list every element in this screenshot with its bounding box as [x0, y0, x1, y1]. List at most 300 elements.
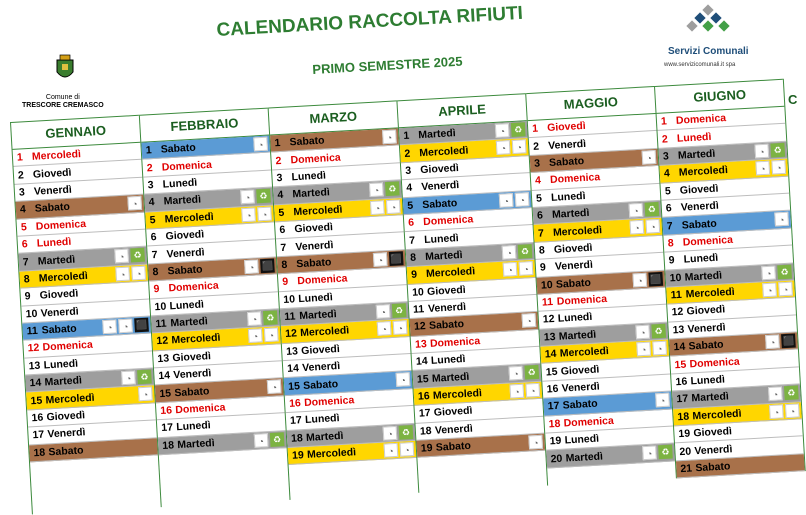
day-number: 11	[541, 296, 554, 309]
day-number: 19	[420, 442, 433, 455]
day-name: Venerdì	[166, 245, 205, 260]
day-name: Domenica	[175, 401, 226, 417]
bin-icon: ◔	[376, 304, 391, 319]
day-name: Venerdì	[434, 422, 474, 437]
day-number: 14	[158, 369, 171, 383]
day-number: 11	[155, 317, 167, 331]
collection-icons	[502, 244, 533, 260]
bin-icon: ◔	[383, 426, 398, 441]
green-waste-icon: ♻	[137, 370, 152, 385]
green-waste-icon: ♻	[130, 248, 145, 263]
day-number: 4	[19, 203, 27, 216]
bin-icon: ◔	[248, 329, 263, 344]
day-name: Mercoledì	[45, 391, 95, 407]
bin-icon: ◔	[774, 212, 789, 227]
day-number: 2	[404, 147, 411, 160]
day-name: Lunedì	[690, 373, 726, 388]
bin-icon: ◔	[384, 443, 399, 458]
day-number: 6	[407, 216, 415, 230]
month-header: MARZO	[269, 100, 398, 135]
day-number: 17	[418, 407, 431, 421]
bin-icon: ◔	[267, 380, 282, 395]
day-name: Mercoledì	[559, 345, 610, 360]
bin-icon: ◔	[386, 199, 401, 214]
day-name: Venerdì	[547, 137, 587, 152]
bin-icon: ◔	[370, 200, 385, 215]
day-number: 2	[532, 140, 540, 153]
bin-icon: ◔	[253, 137, 268, 152]
day-name: Venerdì	[680, 199, 720, 214]
bin-icon: ◔	[629, 220, 644, 235]
day-number: 5	[278, 206, 285, 219]
bin-icon: ◔	[629, 203, 644, 218]
brand-name: Servizi Comunali	[668, 46, 749, 57]
day-name: Sabato	[681, 217, 718, 232]
collection-icons	[642, 150, 657, 165]
green-waste-icon: ♻	[658, 445, 673, 460]
bin-icon: ◔	[502, 245, 517, 260]
day-number: 13	[543, 330, 556, 344]
day-number: 3	[18, 186, 26, 199]
day-name: Mercoledì	[171, 332, 221, 347]
collection-icons	[522, 313, 537, 328]
day-name: Sabato	[296, 256, 332, 271]
bin-icon: ◔	[131, 265, 146, 280]
collection-icons	[248, 328, 279, 344]
day-name: Venerdì	[561, 380, 600, 395]
day-number: 4	[405, 182, 413, 195]
day-name: Martedì	[163, 193, 202, 208]
day-name: Mercoledì	[419, 144, 469, 159]
day-name: Giovedì	[560, 363, 600, 378]
day-name: Domenica	[168, 279, 219, 295]
day-number: 4	[277, 189, 284, 202]
day-number: 15	[545, 365, 558, 379]
bin-icon: ◔	[785, 403, 800, 418]
collection-icons	[499, 192, 530, 208]
bin-icon: ◔	[138, 387, 153, 402]
day-number: 7	[22, 255, 30, 269]
month-header: MAGGIO	[526, 86, 655, 121]
day-name: Lunedì	[175, 419, 212, 434]
day-number: 16	[288, 397, 302, 410]
collection-icons	[495, 122, 526, 138]
bin-icon: ◔	[114, 249, 129, 264]
green-waste-icon: ♻	[770, 143, 785, 158]
collection-icons	[755, 160, 786, 176]
day-number: 5	[535, 192, 543, 205]
bin-icon: ◔	[508, 366, 523, 381]
day-number: 17	[547, 400, 560, 413]
day-name: Mercoledì	[552, 223, 603, 239]
month-column-febbraio	[139, 108, 290, 508]
green-waste-icon: ♻	[651, 323, 666, 338]
bin-icon: ◔	[382, 129, 397, 144]
green-waste-icon: ♻	[777, 264, 792, 279]
day-name: Sabato	[167, 263, 203, 278]
day-name: Sabato	[41, 322, 77, 337]
collection-icons	[632, 271, 663, 287]
bin-icon: ◔	[118, 318, 133, 333]
day-name: Sabato	[302, 377, 339, 392]
collection-icons	[370, 199, 401, 215]
day-number: 5	[406, 199, 414, 212]
day-name: Domenica	[35, 217, 87, 233]
day-number: 14	[29, 376, 42, 390]
collection-icons	[509, 383, 540, 399]
day-name: Domenica	[297, 272, 348, 288]
day-name: Giovedì	[679, 182, 719, 197]
day-name: Martedì	[551, 206, 590, 222]
collection-icons	[636, 341, 667, 357]
collection-icons	[383, 425, 414, 441]
day-name: Sabato	[421, 196, 458, 211]
day-name: Lunedì	[683, 252, 719, 266]
day-name: Lunedì	[36, 235, 72, 250]
collection-icons	[254, 432, 285, 448]
day-number: 18	[161, 439, 175, 452]
day-number: 9	[24, 290, 31, 303]
day-number: 2	[275, 154, 282, 167]
day-number: 1	[403, 129, 410, 143]
day-number: 5	[20, 220, 28, 234]
day-number: 1	[531, 122, 539, 136]
day-number: 15	[674, 358, 687, 371]
bin-icon: ◔	[241, 207, 256, 222]
collection-icons	[629, 202, 660, 218]
bin-icon: ◔	[257, 206, 272, 221]
day-name: Martedì	[305, 429, 344, 444]
day-number: 12	[27, 342, 40, 355]
collection-icons	[253, 137, 268, 152]
bin-icon: ◔	[396, 373, 411, 388]
day-name: Venerdì	[295, 238, 334, 253]
municipality-line1: Comune di	[45, 94, 80, 101]
collection-icons	[247, 310, 278, 326]
bin-icon: ◔	[102, 319, 117, 334]
day-name: Sabato	[289, 134, 325, 149]
day-name: Sabato	[160, 141, 197, 156]
collection-icons	[114, 248, 145, 264]
collection-icons	[267, 380, 282, 395]
day-number: 15	[30, 394, 43, 407]
bin-icon: ◔	[503, 262, 518, 277]
collection-icons	[369, 182, 400, 198]
bin-icon: ◔	[115, 266, 130, 281]
bin-icon: ◔	[369, 182, 384, 197]
day-number: 5	[664, 184, 672, 198]
day-name: Lunedì	[304, 412, 340, 427]
green-waste-icon: ♻	[385, 182, 400, 197]
day-number: 2	[661, 132, 669, 146]
collection-icons	[635, 323, 666, 339]
day-number: 8	[409, 251, 417, 264]
bin-icon: ◔	[495, 123, 510, 138]
day-number: 6	[150, 231, 157, 244]
bin-icon: ◔	[645, 219, 660, 234]
day-name: Mercoledì	[306, 446, 357, 462]
day-name: Sabato	[174, 384, 210, 399]
day-name: Giovedì	[419, 161, 460, 177]
bin-icon: ◔	[509, 384, 524, 399]
day-name: Lunedì	[550, 189, 586, 204]
bin-icon: ◔	[121, 370, 136, 385]
day-name: Sabato	[688, 338, 724, 353]
collection-icons	[244, 258, 275, 274]
month-column-giugno	[654, 79, 806, 479]
collection-icons	[138, 387, 153, 402]
month-column-gennaio	[10, 115, 161, 515]
day-number: 16	[417, 390, 430, 403]
day-name: Mercoledì	[38, 269, 89, 285]
collection-icons	[384, 442, 415, 458]
collection-icons	[508, 365, 539, 381]
day-name: Mercoledì	[425, 265, 476, 281]
day-number: 11	[670, 288, 683, 302]
bin-icon: ◔	[247, 311, 262, 326]
day-name: Mercoledì	[678, 164, 729, 180]
day-number: 1	[274, 137, 281, 150]
day-number: 12	[284, 327, 298, 341]
day-name: Giovedì	[553, 241, 593, 256]
collection-icons	[503, 261, 534, 277]
day-number: 4	[534, 174, 542, 188]
day-name: Lunedì	[430, 353, 466, 368]
day-name: Martedì	[691, 390, 730, 405]
day-number: 7	[151, 248, 158, 261]
month-column-marzo	[268, 100, 419, 500]
day-number: 6	[279, 223, 286, 237]
day-number: 13	[157, 352, 170, 366]
collection-icons	[655, 393, 670, 408]
day-name: Domenica	[563, 414, 615, 430]
green-waste-icon: ♻	[511, 122, 526, 137]
day-number: 19	[549, 434, 562, 448]
day-number: 5	[149, 213, 156, 227]
bin-icon: ◔	[525, 383, 540, 398]
day-number: 14	[415, 355, 429, 368]
day-number: 9	[410, 268, 418, 282]
day-name: Sabato	[48, 444, 84, 459]
day-number: 11	[283, 310, 296, 324]
day-name: Martedì	[44, 374, 83, 389]
day-name: Martedì	[677, 147, 716, 162]
bin-icon: ◔	[515, 192, 530, 207]
collection-icons	[373, 251, 404, 267]
dry-waste-icon: ⬛	[648, 271, 663, 286]
day-number: 15	[416, 372, 430, 386]
day-name: Martedì	[565, 450, 604, 465]
day-number: 3	[533, 157, 541, 170]
day-name: Lunedì	[169, 298, 205, 313]
bin-icon: ◔	[127, 196, 142, 211]
day-number: 19	[678, 427, 691, 441]
day-number: 1	[660, 115, 668, 128]
bin-icon: ◔	[771, 160, 786, 175]
day-number: 13	[28, 359, 41, 373]
month-header: GIUGNO	[655, 79, 784, 114]
day-name: Domenica	[689, 355, 741, 371]
green-waste-icon: ♻	[392, 303, 407, 318]
bin-icon: ◔	[496, 141, 511, 156]
day-number: 11	[26, 324, 39, 338]
dry-waste-icon: ⬛	[781, 334, 796, 349]
month-header: GENNAIO	[11, 115, 140, 150]
day-number: 16	[31, 411, 44, 425]
collection-icons	[769, 403, 800, 419]
day-name: Sabato	[555, 276, 592, 291]
bin-icon: ◔	[652, 341, 667, 356]
day-number: 18	[419, 424, 432, 438]
dry-waste-icon: ⬛	[260, 258, 275, 273]
day-name: Domenica	[290, 151, 342, 166]
day-number: 1	[16, 151, 24, 164]
municipality-label	[22, 94, 104, 110]
day-name: Martedì	[558, 328, 597, 343]
day-name: Domenica	[303, 394, 355, 410]
bin-icon: ◔	[499, 193, 514, 208]
collection-icons	[376, 303, 407, 319]
day-number: 18	[677, 410, 690, 424]
day-number: 9	[153, 283, 160, 296]
bin-icon: ◔	[635, 324, 650, 339]
day-number: 10	[283, 293, 296, 306]
day-number: 9	[668, 254, 675, 267]
day-name: Giovedì	[46, 409, 86, 424]
day-name: Martedì	[292, 186, 331, 201]
day-name: Venerdì	[33, 183, 73, 198]
day-number: 2	[17, 168, 25, 182]
day-name: Giovedì	[32, 166, 72, 181]
day-name: Domenica	[556, 293, 608, 308]
collection-icons	[396, 373, 411, 388]
day-name: Domenica	[422, 213, 474, 229]
month-column-maggio	[525, 86, 676, 486]
collection-icons	[102, 318, 149, 335]
bin-icon: ◔	[400, 442, 415, 457]
collection-icons	[496, 140, 527, 156]
day-name: Giovedì	[300, 342, 341, 357]
page-title: CALENDARIO RACCOLTA RIFIUTI	[216, 2, 524, 41]
day-name: Giovedì	[693, 425, 733, 440]
bin-icon: ◔	[512, 140, 527, 155]
collection-icons	[382, 129, 397, 144]
collection-icons	[241, 206, 272, 222]
day-name: Martedì	[684, 269, 723, 284]
day-number: 17	[289, 414, 303, 428]
day-number: 20	[679, 445, 692, 458]
day-name: Sabato	[562, 398, 599, 413]
day-name: Lunedì	[162, 176, 198, 191]
day-name: Domenica	[161, 158, 213, 174]
bin-icon: ◔	[632, 272, 647, 287]
day-name: Lunedì	[43, 357, 79, 372]
day-number: 7	[280, 241, 287, 254]
day-number: 20	[550, 452, 563, 465]
day-number: 17	[161, 421, 174, 435]
day-name: Lunedì	[291, 169, 327, 184]
day-name: Domenica	[675, 112, 727, 128]
day-name: Venerdì	[301, 360, 341, 375]
day-number: 8	[281, 258, 288, 271]
month-header: APRILE	[397, 93, 526, 128]
bin-icon: ◔	[240, 190, 255, 205]
collection-icons	[754, 143, 785, 159]
day-name: Domenica	[429, 334, 481, 350]
day-name: Mercoledì	[685, 285, 735, 301]
day-number: 18	[548, 417, 561, 431]
collection-icons	[765, 334, 796, 350]
day-number: 19	[291, 449, 305, 462]
bin-icon: ◔	[768, 387, 783, 402]
day-name: Martedì	[170, 315, 209, 330]
dry-waste-icon: ⬛	[389, 251, 404, 266]
day-number: 15	[159, 387, 172, 400]
day-number: 8	[152, 265, 159, 279]
bin-icon: ◔	[755, 161, 770, 176]
day-number: 1	[145, 144, 152, 157]
municipal-crest-icon	[54, 54, 76, 84]
day-number: 13	[414, 337, 428, 351]
bin-icon: ◔	[765, 334, 780, 349]
bin-icon: ◔	[528, 435, 543, 450]
day-name: Venerdì	[427, 300, 467, 316]
day-number: 15	[287, 379, 301, 393]
day-name: Domenica	[42, 339, 94, 355]
day-number: 17	[32, 429, 45, 442]
green-waste-icon: ♻	[524, 365, 539, 380]
bin-icon: ◔	[642, 150, 657, 165]
green-waste-icon: ♻	[518, 244, 533, 259]
day-number: 4	[663, 167, 671, 180]
day-number: 12	[413, 320, 427, 334]
day-name: Giovedì	[546, 120, 586, 135]
bin-icon: ◔	[762, 282, 777, 297]
bin-icon: ◔	[373, 252, 388, 267]
bin-icon: ◔	[393, 320, 408, 335]
day-name: Giovedì	[294, 221, 334, 236]
day-name: Giovedì	[426, 283, 466, 298]
bin-icon: ◔	[655, 393, 670, 408]
green-waste-icon: ♻	[263, 310, 278, 325]
collection-icons	[528, 435, 543, 450]
day-number: 9	[539, 261, 547, 274]
day-name: Mercoledì	[299, 324, 350, 340]
day-name: Domenica	[549, 171, 601, 187]
green-waste-icon: ♻	[270, 432, 285, 447]
day-number: 14	[673, 340, 686, 354]
bin-icon: ◔	[642, 446, 657, 461]
day-number: 4	[148, 196, 155, 209]
day-number: 11	[412, 303, 425, 316]
green-waste-icon: ♻	[399, 425, 414, 440]
day-name: Martedì	[431, 370, 470, 385]
day-name: Mercoledì	[293, 203, 343, 219]
day-name: Venerdì	[40, 305, 79, 320]
month-column-aprile	[396, 93, 547, 493]
day-number: 10	[540, 278, 553, 292]
day-number: 7	[537, 226, 545, 240]
day-name: Martedì	[418, 127, 457, 142]
next-month-fragment: C	[788, 92, 798, 107]
collection-icons	[768, 386, 799, 402]
day-name: Sabato	[548, 154, 585, 169]
day-number: 10	[25, 307, 38, 321]
day-number: 9	[282, 276, 289, 289]
bin-icon: ◔	[769, 404, 784, 419]
day-number: 18	[33, 446, 46, 460]
green-waste-icon: ♻	[784, 386, 799, 401]
